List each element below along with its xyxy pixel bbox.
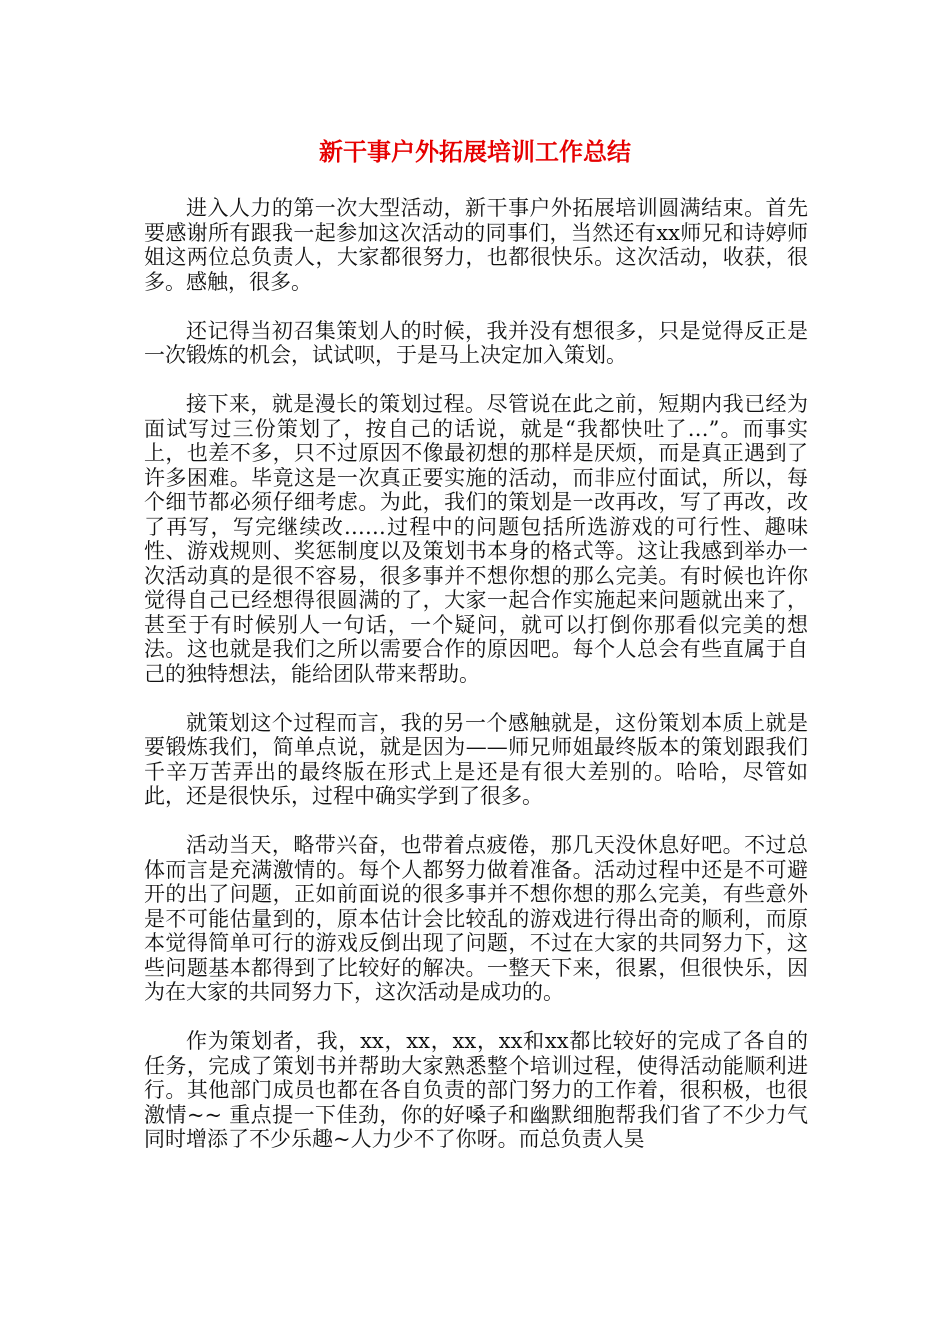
paragraph: 就策划这个过程而言，我的另一个感触就是，这份策划本质上就是要锻炼我们，简单点说，就是因为——师兄师姐最终版本的策划跟我们千辛万苦弄出的最终版在形式上是还是有很大差别的。哈哈，尽管如此，还是很快乐，过程中确实学到了很多。 — [144, 710, 808, 808]
document-body — [144, 196, 808, 1176]
paragraph: 作为策划者，我，xx，xx，xx，xx和xx都比较好的完成了各自的任务，完成了策划书并帮助大家熟悉整个培训过程，使得活动能顺利进行。其他部门成员也都在各自负责的部门努力的工作着，很积极，也很激情~~ 重点提一下佳劲，你的好嗓子和幽默细胞帮我们省了不少力气同时增添了不少乐趣~人力少不了你呀。而总负责人昊 — [144, 1029, 808, 1151]
paragraph: 接下来，就是漫长的策划过程。尽管说在此之前，短期内我已经为面试写过三份策划了，按自己的话说，就是“我都快吐了…”。而事实上，也差不多，只不过原因不像最初想的那样是厌烦，而是真正遇到了许多困难。毕竟这是一次真正要实施的活动，而非应付面试，所以，每个细节都必须仔细考虑。为此，我们的策划是一改再改，写了再改，改了再写，写完继续改……过程中的问题包括所选游戏的可行性、趣味性、游戏规则、奖惩制度以及策划书本身的格式等。这让我感到举办一次活动真的是很不容易，很多事并不想你想的那么完美。有时候也许你觉得自己已经想得很圆满的了，大家一起合作实施起来问题就出来了，甚至于有时候别人一句话，一个疑问，就可以打倒你那看似完美的想法。这也就是我们之所以需要合作的原因吧。每个人总会有些直属于自己的独特想法，能给团队带来帮助。 — [144, 392, 808, 686]
paragraph: 还记得当初召集策划人的时候，我并没有想很多，只是觉得反正是一次锻炼的机会，试试呗，于是马上决定加入策划。 — [144, 318, 808, 367]
paragraph: 活动当天，略带兴奋，也带着点疲倦，那几天没休息好吧。不过总体而言是充满激情的。每个人都努力做着准备。活动过程中还是不可避开的出了问题，正如前面说的很多事并不想你想的那么完美，有些意外是不可能估量到的，原本估计会比较乱的游戏进行得出奇的顺利，而原本觉得简单可行的游戏反倒出现了问题，不过在大家的共同努力下，这些问题基本都得到了比较好的解决。一整天下来，很累，但很快乐，因为在大家的共同努力下，这次活动是成功的。 — [144, 833, 808, 1004]
paragraph: 进入人力的第一次大型活动，新干事户外拓展培训圆满结束。首先要感谢所有跟我一起参加这次活动的同事们，当然还有xx师兄和诗婷师姐这两位总负责人，大家都很努力，也都很快乐。这次活动，收获，很多。感触，很多。 — [144, 196, 808, 294]
document-title: 新干事户外拓展培训工作总结 — [319, 138, 631, 166]
